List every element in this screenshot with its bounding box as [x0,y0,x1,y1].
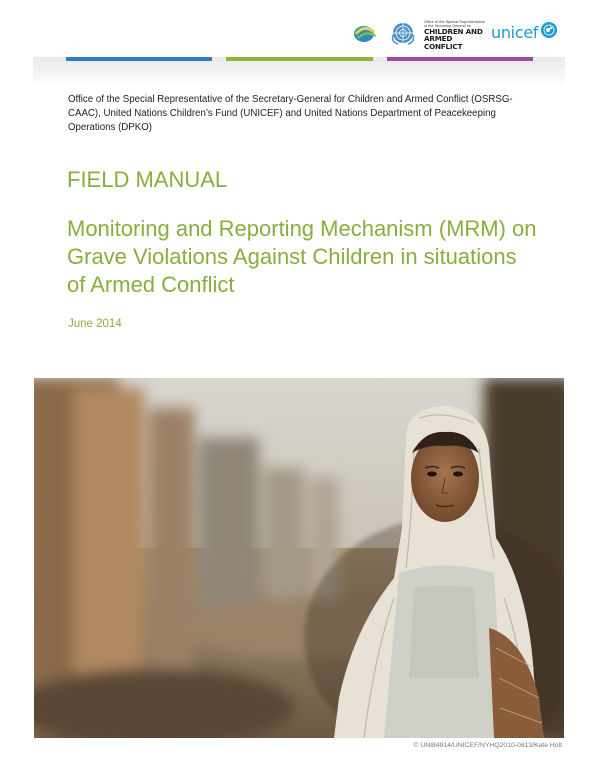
srsg-caac-logo [424,20,488,51]
unicef-logo [491,22,558,42]
srsg-logo-small-text: Office of the Special Representative of the Secretary-General for [424,20,485,28]
document-title: Monitoring and Reporting Mechanism (MRM) on Grave Violations Against Children in situations of Armed Conflict [67,216,537,297]
blue-accent-bar [66,57,212,61]
unicef-wordmark: unicef [491,22,539,42]
srsg-logo-name: CHILDREN AND ARMED CONFLICT [424,27,483,51]
green-accent-bar [226,57,373,61]
partner-globe-logo [352,22,378,44]
cover-photo [34,378,564,738]
purple-accent-bar [387,57,533,61]
header-band [33,57,565,87]
publication-date: June 2014 [68,318,122,330]
document-label: FIELD MANUAL [67,167,228,192]
un-emblem-logo [390,20,416,46]
organizations-text: Office of the Special Representative of the Secretary-General for Children and Armed Conflict (OSRSG-CAAC), United Nations Children’s Fund (UNICEF) and United Nations Department of Peacekeeping Operations (DPKO) [68,94,513,133]
unicef-emblem-icon [540,21,558,44]
photo-credit: © UNI84914/UNICEF/NYHQ2010-0813/Kate Holt [413,742,562,749]
